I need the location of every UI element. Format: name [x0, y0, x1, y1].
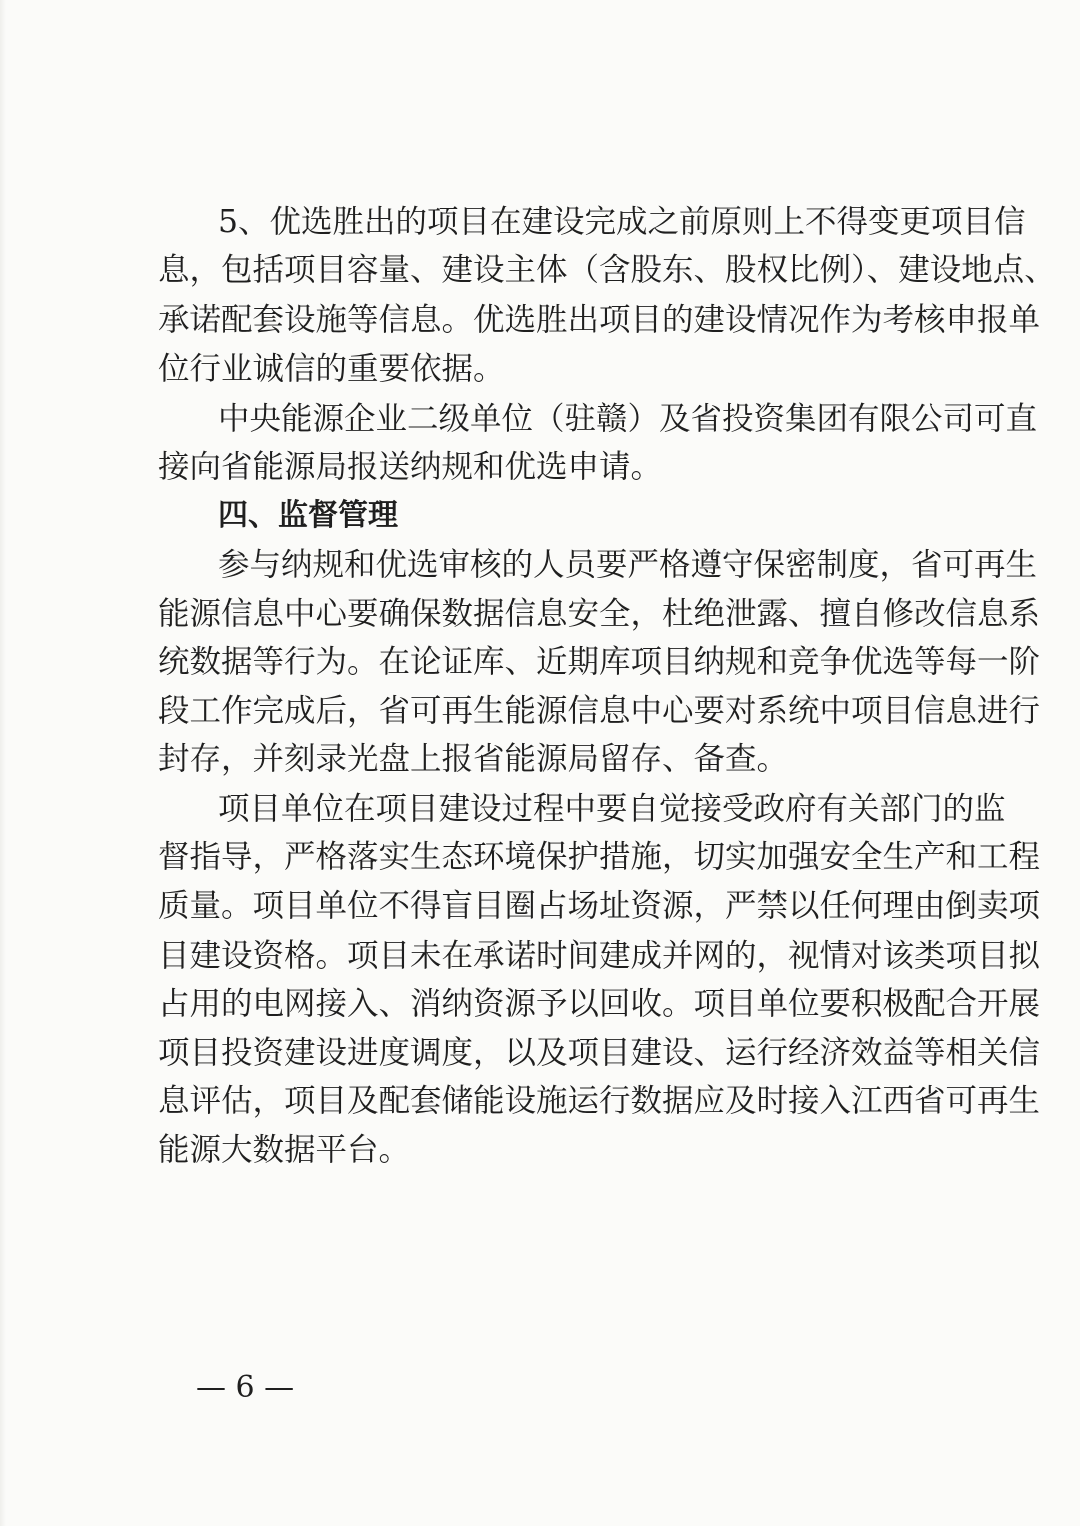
paragraph-line: 位行业诚信的重要依据。 — [158, 351, 505, 387]
paragraph-line: 统数据等行为。在论证库、近期库项目纳规和竞争优选等每一阶 — [158, 644, 1041, 680]
paragraph-line: 能源大数据平台。 — [158, 1132, 411, 1168]
paragraph-line: 息评估，项目及配套储能设施运行数据应及时接入江西省可再生 — [158, 1083, 1041, 1119]
paragraph-line: 能源信息中心要确保数据信息安全，杜绝泄露、擅自修改信息系 — [158, 596, 1041, 632]
paragraph-line: 项目单位在项目建设过程中要自觉接受政府有关部门的监 — [218, 791, 1006, 827]
paragraph-line: 封存，并刻录光盘上报省能源局留存、备查。 — [158, 741, 789, 777]
paragraph-line: 占用的电网接入、消纳资源予以回收。项目单位要积极配合开展 — [158, 986, 1041, 1022]
paragraph-line: 项目投资建设进度调度，以及项目建设、运行经济效益等相关信 — [158, 1035, 1041, 1071]
paragraph-line: 5、优选胜出的项目在建设完成之前原则上不得变更项目信 — [218, 204, 1026, 240]
page-number: — 6 — — [196, 1370, 295, 1405]
paragraph-line: 督指导，严格落实生态环境保护措施，切实加强安全生产和工程 — [158, 839, 1041, 875]
paragraph-line: 参与纳规和优选审核的人员要严格遵守保密制度，省可再生 — [218, 547, 1038, 583]
paragraph-line: 息，包括项目容量、建设主体（含股东、股权比例）、建设地点、 — [158, 252, 1056, 288]
paragraph-line: 质量。项目单位不得盲目圈占场址资源，严禁以任何理由倒卖项 — [158, 888, 1041, 924]
paragraph-line: 承诺配套设施等信息。优选胜出项目的建设情况作为考核申报单 — [158, 302, 1041, 338]
paragraph-line: 目建设资格。项目未在承诺时间建成并网的，视情对该类项目拟 — [158, 938, 1041, 974]
paragraph-line: 中央能源企业二级单位（驻赣）及省投资集团有限公司可直 — [218, 401, 1038, 437]
section-heading: 四、监督管理 — [218, 498, 398, 533]
paragraph-line: 接向省能源局报送纳规和优选申请。 — [158, 449, 663, 485]
paragraph-line: 段工作完成后，省可再生能源信息中心要对系统中项目信息进行 — [158, 693, 1041, 729]
scan-edge — [0, 0, 6, 1526]
